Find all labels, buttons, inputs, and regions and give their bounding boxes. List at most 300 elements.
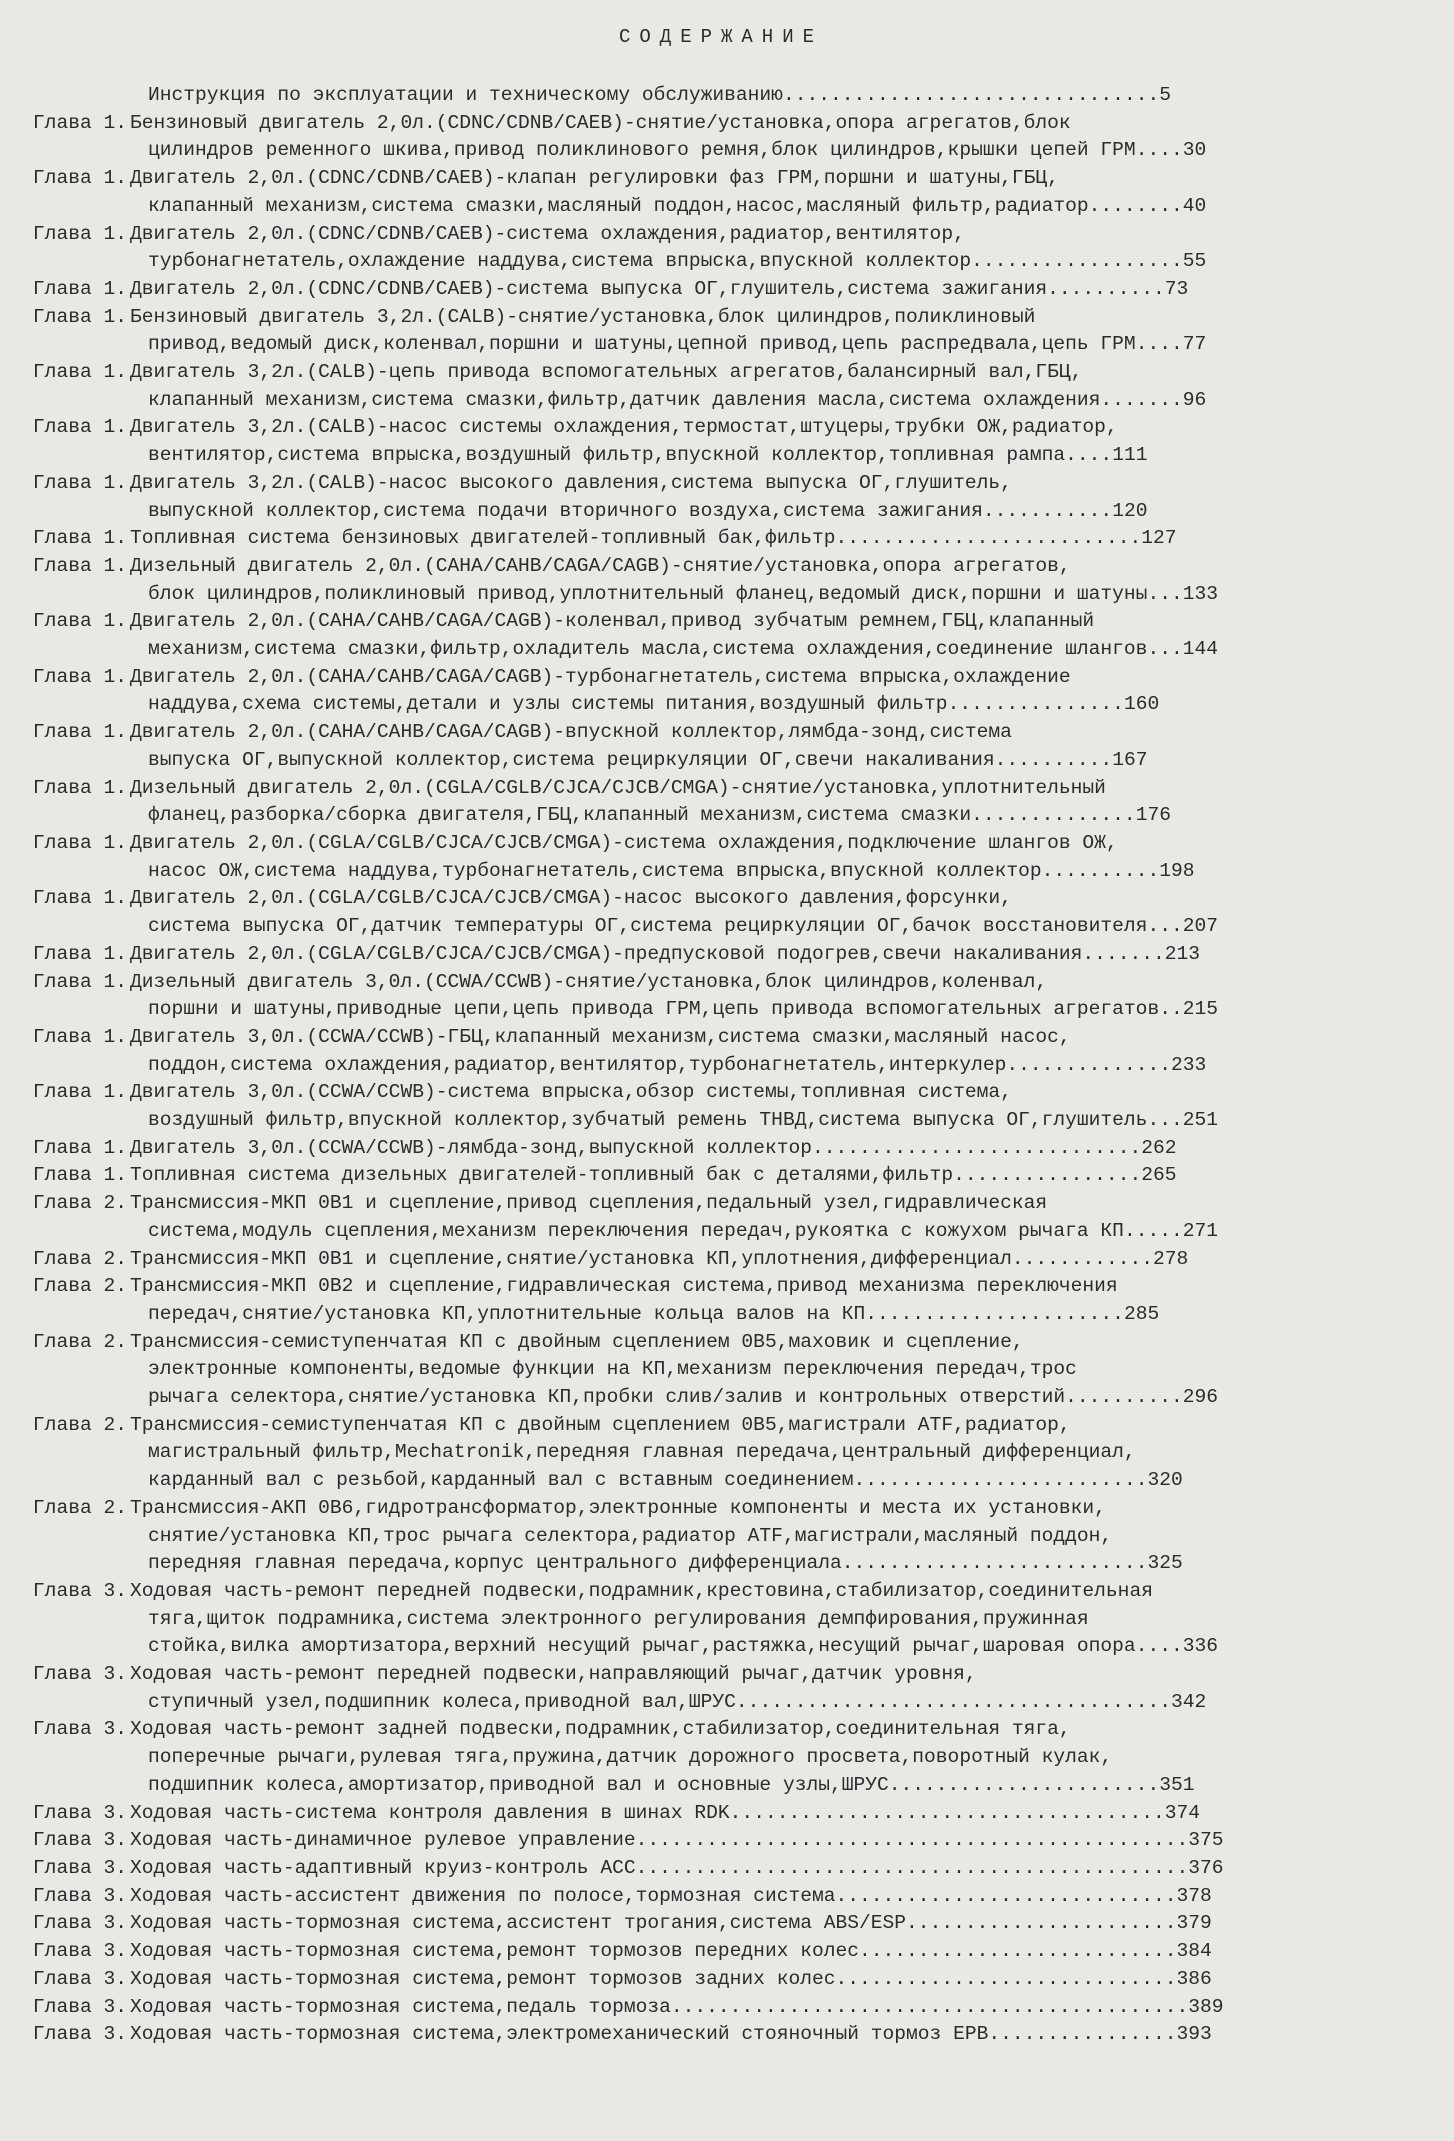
toc-dot-leader: ...................... (865, 1302, 1124, 1325)
toc-dot-leader: ......................... (853, 1469, 1148, 1492)
toc-entry (18, 1412, 1414, 1495)
toc-entry-line (130, 664, 1159, 692)
toc-entry (18, 1800, 1414, 1828)
toc-entry-text (130, 1827, 1224, 1855)
toc-entry-line (130, 110, 1206, 138)
toc-dot-leader: ..................................... (735, 1690, 1171, 1713)
toc-entry-line (130, 1550, 1183, 1578)
toc-entry-text (130, 525, 1177, 553)
toc-entry-line-text: Ходовая часть-тормозная система,ремонт тормозов передних колес (130, 1940, 860, 1963)
toc-page-number: 5 (1159, 84, 1171, 106)
toc-entry (18, 1162, 1414, 1190)
toc-entry-line (130, 1744, 1195, 1772)
toc-entry-text (130, 1716, 1195, 1799)
toc-page-number: 379 (1176, 1912, 1212, 1935)
toc-entry-text (130, 2021, 1212, 2049)
toc-dot-leader: .... (1065, 444, 1113, 467)
toc-entry-line-text: наддува,схема системы,детали и узлы системы питания,воздушный фильтр (148, 693, 948, 716)
toc-entry-line-text: ступичный узел,подшипник колеса,приводной вал,ШРУС (148, 1690, 736, 1713)
toc-entry (18, 221, 1414, 276)
toc-entry-line-text: передняя главная передача,корпус центрального дифференциала (148, 1552, 842, 1575)
toc-entry-line (130, 1301, 1159, 1329)
toc-entry (18, 470, 1414, 525)
toc-page-number: 144 (1182, 638, 1219, 661)
toc-entry-line-text: Трансмиссия-МКП 0B2 и сцепление,гидравлическая система,привод механизма переключения (130, 1275, 1118, 1298)
toc-dot-leader: .... (1135, 139, 1183, 162)
toc-entry-line-text: Двигатель 3,2л.(CALB)-насос высокого давления,система выпуска ОГ,глушитель, (130, 471, 1012, 494)
toc-dot-leader: .............. (1006, 1053, 1171, 1076)
toc-entry (18, 525, 1414, 553)
toc-entry-line (130, 1661, 1206, 1689)
toc-entry-line (130, 1800, 1200, 1828)
toc-dot-leader: ....... (1100, 388, 1183, 411)
toc-entry (18, 1273, 1414, 1328)
toc-dot-leader: .......... (1065, 1386, 1183, 1409)
toc-entry-text (130, 1800, 1200, 1828)
toc-dot-leader: ............... (947, 693, 1124, 716)
toc-page-number: 111 (1112, 444, 1148, 467)
toc-dot-leader: ................ (988, 2023, 1177, 2046)
toc-entry-line-text: электронные компоненты,ведомые функции на КП,механизм переключения передач,трос (148, 1358, 1077, 1381)
toc-entry-line (130, 414, 1147, 442)
toc-dot-leader: .......................... (835, 527, 1142, 550)
toc-entry-line-text: Двигатель 2,0л.(CAHA/CAHB/CAGA/CAGB)-коленвал,привод зубчатым ремнем,ГБЦ,клапанный (130, 610, 1095, 633)
toc-dot-leader: ............................................ (670, 1995, 1189, 2018)
toc-dot-leader: ........................... (859, 1940, 1177, 1963)
toc-dot-leader: .... (1135, 333, 1183, 356)
toc-entry-line-text: Дизельный двигатель 3,0л.(CCWA/CCWB)-снятие/установка,блок цилиндров,коленвал, (130, 970, 1048, 993)
toc-entry-line-text: стойка,вилка амортизатора,верхний несущий рычаг,растяжка,несущий рычаг,шаровая опора (148, 1635, 1136, 1658)
toc-entry-line (130, 442, 1147, 470)
toc-dot-leader: ....... (1082, 942, 1165, 965)
table-of-contents (18, 82, 1414, 2049)
toc-chapter-label: Глава 1. (32, 527, 127, 550)
toc-entry-line-text: Ходовая часть-ремонт передней подвески,направляющий рычаг,датчик уровня, (130, 1663, 977, 1686)
toc-page-number: 351 (1159, 1773, 1195, 1796)
toc-entry-line (130, 1329, 1218, 1357)
toc-entry (18, 885, 1414, 940)
toc-chapter-label: Глава 2. (32, 1247, 127, 1270)
toc-entry (18, 1716, 1414, 1799)
toc-entry (18, 1024, 1414, 1079)
toc-entry-text (130, 553, 1218, 608)
toc-entry-line-text: Топливная система бензиновых двигателей-топливный бак,фильтр (130, 527, 836, 550)
page-title: СОДЕРЖАНИЕ (618, 26, 824, 48)
toc-entry-line (130, 608, 1218, 636)
toc-dot-leader: ................................ (782, 84, 1160, 106)
toc-entry-line-text: Ходовая часть-тормозная система,ремонт тормозов задних колес (130, 1967, 836, 1990)
toc-chapter-label: Глава 3. (32, 2023, 127, 2046)
toc-entry-line (130, 1772, 1195, 1800)
toc-chapter-label: Глава 1. (32, 416, 127, 439)
toc-chapter-label: Глава 3. (32, 1912, 127, 1935)
toc-entry-line-text: Двигатель 3,0л.(CCWA/CCWB)-лямбда-зонд,выпускной коллектор (130, 1136, 812, 1159)
toc-entry-line-text: Двигатель 2,0л.(CDNC/CDNB/CAEB)-система выпуска ОГ,глушитель,система зажигания (130, 277, 1048, 300)
toc-entry-line-text: Трансмиссия-МКП 0B1 и сцепление,снятие/установка КП,уплотнения,дифференциал (130, 1247, 1012, 1270)
toc-entry-line-text: вентилятор,система впрыска,воздушный фильтр,впускной коллектор,топливная рампа (148, 444, 1066, 467)
toc-entry (18, 110, 1414, 165)
toc-entry-line-text: Трансмиссия-АКП 0B6,гидротрансформатор,электронные компоненты и места их установки, (130, 1496, 1106, 1519)
toc-entry-line (130, 830, 1195, 858)
toc-entry-text (130, 1938, 1212, 1966)
toc-entry-line-text: система выпуска ОГ,датчик температуры ОГ,система рециркуляции ОГ,бачок восстановителя (148, 915, 1148, 938)
toc-chapter-label: Глава 3. (32, 1718, 127, 1741)
toc-chapter-label: Глава 3. (32, 1579, 127, 1602)
toc-entry-text (130, 969, 1218, 1024)
toc-entry-line-text: Двигатель 3,0л.(CCWA/CCWB)-ГБЦ,клапанный механизм,система смазки,масляный насос, (130, 1025, 1071, 1048)
toc-entry-line-text: Топливная система дизельных двигателей-топливный бак с деталями,фильтр (130, 1164, 954, 1187)
toc-entry-line-text: поршни и шатуны,приводные цепи,цепь привода ГРМ,цепь привода вспомогательных агрегатов (148, 998, 1160, 1021)
toc-entry-text (130, 1855, 1224, 1883)
toc-page-number: 393 (1176, 2023, 1212, 2046)
toc-entry-line (130, 941, 1200, 969)
toc-entry-line (130, 1107, 1218, 1135)
toc-dot-leader: ............................. (835, 1967, 1177, 1990)
toc-chapter-label: Глава 3. (32, 1967, 127, 1990)
toc-page-number: 120 (1112, 499, 1148, 522)
toc-entry-line (130, 248, 1206, 276)
toc-chapter-label: Глава 2. (32, 1413, 127, 1436)
toc-page-number: 342 (1170, 1690, 1207, 1713)
toc-chapter-label: Глава 3. (32, 1884, 127, 1907)
toc-page-number: 167 (1112, 748, 1148, 771)
toc-entry-line (130, 1689, 1206, 1717)
toc-chapter-label: Глава 1. (32, 776, 127, 799)
toc-entry-line (130, 1910, 1212, 1938)
toc-entry-line (130, 636, 1218, 664)
toc-entry-text (130, 221, 1206, 276)
toc-entry-text (130, 608, 1218, 663)
toc-entry (18, 1135, 1414, 1163)
toc-dot-leader: ..... (1123, 1219, 1183, 1242)
toc-chapter-label: Глава 1. (32, 721, 127, 744)
toc-dot-leader: .............. (971, 804, 1136, 827)
toc-chapter-label: Глава 3. (32, 1829, 127, 1852)
toc-dot-leader: ... (1147, 638, 1183, 661)
toc-entry-text (130, 719, 1147, 774)
toc-entry (18, 1661, 1414, 1716)
toc-entry-line (130, 470, 1147, 498)
toc-dot-leader: ............................................... (635, 1829, 1189, 1852)
toc-entry-text (130, 1079, 1218, 1134)
toc-entry (18, 664, 1414, 719)
toc-dot-leader: ... (1147, 582, 1183, 605)
toc-entry-line (130, 1135, 1177, 1163)
toc-entry-text (130, 304, 1206, 359)
toc-entry-line-text: Двигатель 2,0л.(CGLA/CGLB/CJCA/CJCB/CMGA)-система охлаждения,подключение шлангов ОЖ, (130, 831, 1118, 854)
toc-entry-line (130, 1606, 1218, 1634)
toc-page-number: 77 (1182, 333, 1207, 356)
toc-chapter-label: Глава 1. (32, 1164, 127, 1187)
toc-entry-text (130, 775, 1171, 830)
toc-entry-line-text: Ходовая часть-система контроля давления в шинах RDK (130, 1801, 730, 1824)
toc-entry-line-text: цилиндров ременного шкива,привод поликлинового ремня,блок цилиндров,крышки цепей ГРМ (148, 139, 1136, 162)
toc-entry (18, 1827, 1414, 1855)
toc-chapter-label: Глава 2. (32, 1330, 127, 1353)
toc-entry-text (130, 1162, 1177, 1190)
toc-entry-line (130, 1079, 1218, 1107)
toc-entry-line-text: Двигатель 2,0л.(CGLA/CGLB/CJCA/CJCB/CMGA)-насос высокого давления,форсунки, (130, 887, 1012, 910)
toc-entry (18, 414, 1414, 469)
toc-entry-text (130, 359, 1206, 414)
toc-entry-text (130, 1135, 1177, 1163)
toc-entry-text (130, 941, 1200, 969)
toc-entry-line (130, 1052, 1206, 1080)
toc-entry-text (130, 1190, 1218, 1245)
toc-entry-line-text: подшипник колеса,амортизатор,приводной вал и основные узлы,ШРУС (148, 1773, 889, 1796)
toc-dot-leader: ............................. (835, 1884, 1177, 1907)
toc-entry (18, 830, 1414, 885)
toc-entry-line-text: Двигатель 2,0л.(CAHA/CAHB/CAGA/CAGB)-турбонагнетатель,система впрыска,охлаждение (130, 665, 1071, 688)
toc-entry-line-text: выпускной коллектор,система подачи вторичного воздуха,система зажигания (148, 499, 983, 522)
toc-chapter-label: Глава 2. (32, 1192, 127, 1215)
toc-entry (18, 1883, 1414, 1911)
toc-entry-text (130, 1994, 1224, 2022)
toc-entry-text (130, 276, 1188, 304)
toc-page-number: 384 (1176, 1940, 1212, 1963)
toc-entry-text (130, 1246, 1188, 1274)
toc-chapter-label: Глава 2. (32, 1275, 127, 1298)
toc-entry (18, 553, 1414, 608)
toc-page-number: 376 (1188, 1857, 1224, 1879)
toc-entry-line (130, 1024, 1206, 1052)
toc-entry-line-text: выпуска ОГ,выпускной коллектор,система рециркуляции ОГ,свечи накаливания (148, 748, 995, 771)
toc-entry-line (130, 1273, 1159, 1301)
toc-entry-line (130, 387, 1206, 415)
toc-entry-line (130, 165, 1206, 193)
toc-page-number: 160 (1123, 693, 1160, 716)
toc-dot-leader: ........ (1088, 194, 1183, 217)
toc-dot-leader: ........... (982, 499, 1113, 522)
toc-entry-line-text: воздушный фильтр,впускной коллектор,зубчатый ремень ТНВД,система выпуска ОГ,глушитель (148, 1109, 1148, 1132)
toc-page-number: 265 (1141, 1164, 1177, 1187)
toc-entry-text (130, 470, 1147, 525)
toc-entry-line-text: Бензиновый двигатель 3,2л.(CALB)-снятие/установка,блок цилиндров,поликлиновый (130, 305, 1036, 328)
toc-chapter-label: Глава 3. (32, 1857, 127, 1879)
toc-dot-leader: ... (1147, 915, 1183, 938)
toc-entry-line-text: Двигатель 2,0л.(CDNC/CDNB/CAEB)-клапан регулировки фаз ГРМ,поршни и шатуны,ГБЦ, (130, 167, 1059, 190)
toc-chapter-label: Глава 1. (32, 222, 127, 245)
toc-entry-line-text: Двигатель 3,0л.(CCWA/CCWB)-система впрыска,обзор системы,топливная система, (130, 1081, 1012, 1104)
toc-entry-line-text: снятие/установка КП,трос рычага селектора,радиатор ATF,магистрали,масляный поддон, (148, 1524, 1113, 1547)
toc-entry-text (130, 110, 1206, 165)
toc-page-number: 40 (1182, 194, 1207, 217)
toc-chapter-label: Глава 3. (32, 1801, 127, 1824)
toc-entry-text (130, 1661, 1206, 1716)
toc-entry (18, 1994, 1414, 2022)
toc-entry-text (130, 82, 1171, 110)
toc-page-number: 386 (1176, 1967, 1212, 1990)
toc-dot-leader: ............ (1011, 1247, 1153, 1270)
toc-page-number: 271 (1182, 1219, 1219, 1242)
toc-chapter-label: Глава 1. (32, 361, 127, 384)
toc-entry-line (130, 193, 1206, 221)
toc-entry-line (130, 553, 1218, 581)
toc-entry-line-text: передач,снятие/установка КП,уплотнительные кольца валов на КП (148, 1302, 866, 1325)
toc-entry (18, 359, 1414, 414)
toc-page-number: 215 (1182, 998, 1219, 1021)
toc-entry-line-text: карданный вал с резьбой,карданный вал с вставным соединением (148, 1469, 854, 1492)
toc-page-number: 389 (1188, 1995, 1224, 2018)
toc-entry-line (130, 1966, 1212, 1994)
toc-dot-leader: ....................... (906, 1912, 1177, 1935)
toc-entry-line-text: Двигатель 2,0л.(CDNC/CDNB/CAEB)-система охлаждения,радиатор,вентилятор, (130, 222, 965, 245)
toc-entry-line (130, 719, 1147, 747)
toc-entry-line-text: Инструкция по эксплуатации и техническому обслуживанию (148, 84, 783, 106)
toc-dot-leader: ................ (953, 1164, 1142, 1187)
toc-entry-line-text: клапанный механизм,система смазки,фильтр,датчик давления масла,система охлаждения (148, 388, 1101, 411)
toc-entry-line-text: Ходовая часть-тормозная система,электромеханический стояночный тормоз EPB (130, 2023, 989, 2046)
toc-entry-line-text: Двигатель 3,2л.(CALB)-насос системы охлаждения,термостат,штуцеры,трубки ОЖ,радиатор, (130, 416, 1118, 439)
toc-entry-line-text: магистральный фильтр,Mechatronik,передняя главная передача,центральный дифференциал, (148, 1441, 1136, 1464)
toc-chapter-label: Глава 1. (32, 1136, 127, 1159)
toc-entry-line-text: клапанный механизм,система смазки,масляный поддон,насос,масляный фильтр,радиатор (148, 194, 1089, 217)
toc-entry-line-text: привод,ведомый диск,коленвал,поршни и шатуны,цепной привод,цепь распредвала,цепь ГРМ (148, 333, 1136, 356)
toc-entry-line (130, 1578, 1218, 1606)
toc-page-number: 336 (1182, 1635, 1219, 1658)
toc-entry (18, 775, 1414, 830)
toc-entry (18, 1938, 1414, 1966)
toc-page-number: 325 (1147, 1552, 1183, 1575)
toc-dot-leader: .......................... (841, 1552, 1148, 1575)
toc-entry-line-text: Двигатель 2,0л.(CAHA/CAHB/CAGA/CAGB)-впускной коллектор,лямбда-зонд,система (130, 721, 1012, 744)
toc-chapter-label: Глава 1. (32, 305, 127, 328)
toc-chapter-label: Глава 1. (32, 111, 127, 134)
toc-entry-line (130, 913, 1218, 941)
toc-entry-line-text: Ходовая часть-тормозная система,ассистент трогания,система ABS/ESP (130, 1912, 907, 1935)
toc-chapter-label: Глава 2. (32, 1496, 127, 1519)
toc-entry-line (130, 1495, 1183, 1523)
toc-page-number: 374 (1164, 1801, 1201, 1824)
toc-entry-line (130, 581, 1218, 609)
toc-entry-line (130, 858, 1195, 886)
toc-page-number: 73 (1164, 277, 1189, 300)
toc-page-number: 251 (1182, 1109, 1219, 1132)
toc-entry-line (130, 1633, 1218, 1661)
toc-entry-line (130, 885, 1218, 913)
toc-entry-line (130, 304, 1206, 332)
toc-page-number: 285 (1123, 1302, 1160, 1325)
toc-entry (18, 941, 1414, 969)
toc-entry (18, 2021, 1414, 2049)
toc-entry-line-text: турбонагнетатель,охлаждение наддува,система впрыска,впускной коллектор (148, 250, 972, 273)
toc-entry-line (130, 1827, 1224, 1855)
toc-entry-text (130, 1966, 1212, 1994)
toc-dot-leader: ............................................... (635, 1857, 1189, 1879)
toc-entry-line-text: поддон,система охлаждения,радиатор,вентилятор,турбонагнетатель,интеркулер (148, 1053, 1007, 1076)
toc-entry-line-text: рычага селектора,снятие/установка КП,пробки слив/залив и контрольных отверстий (148, 1386, 1066, 1409)
toc-entry-line (130, 525, 1177, 553)
toc-entry (18, 1855, 1414, 1883)
toc-dot-leader: ....................... (888, 1773, 1160, 1796)
toc-dot-leader: .......... (1047, 277, 1165, 300)
toc-entry-line (130, 691, 1159, 719)
toc-entry (18, 1079, 1414, 1134)
toc-page-number: 262 (1141, 1136, 1177, 1159)
toc-entry-text (130, 1024, 1206, 1079)
toc-entry-line (130, 1994, 1224, 2022)
toc-entry-line-text: Дизельный двигатель 2,0л.(CAHA/CAHB/CAGA/CAGB)-снятие/установка,опора агрегатов, (130, 554, 1071, 577)
toc-dot-leader: ............................ (811, 1136, 1142, 1159)
toc-dot-leader: ... (1147, 1109, 1183, 1132)
toc-page-number: 296 (1182, 1386, 1219, 1409)
toc-entry (18, 1495, 1414, 1578)
toc-entry-line-text: механизм,система смазки,фильтр,охладитель масла,система охлаждения,соединение шлангов (148, 638, 1148, 661)
toc-chapter-label: Глава 1. (32, 942, 127, 965)
toc-entry-text (130, 830, 1195, 885)
toc-entry-text (130, 885, 1218, 940)
toc-page-number: 375 (1188, 1829, 1224, 1852)
toc-entry-line-text: Двигатель 3,2л.(CALB)-цепь привода вспомогательных агрегатов,балансирный вал,ГБЦ, (130, 361, 1083, 384)
toc-chapter-label: Глава 3. (32, 1995, 127, 2018)
toc-entry-line (130, 747, 1147, 775)
toc-entry-line-text: поперечные рычаги,рулевая тяга,пружина,датчик дорожного просвета,поворотный кулак, (148, 1746, 1113, 1769)
toc-dot-leader: .... (1135, 1635, 1183, 1658)
toc-entry-line (130, 1356, 1218, 1384)
toc-entry-line (130, 1467, 1183, 1495)
toc-entry-line (130, 1412, 1183, 1440)
toc-entry-line-text: Ходовая часть-ассистент движения по полосе,тормозная система (130, 1884, 836, 1907)
toc-dot-leader: .................. (971, 250, 1183, 273)
toc-entry-line (130, 2021, 1212, 2049)
toc-entry-text (130, 1273, 1159, 1328)
toc-chapter-label: Глава 1. (32, 610, 127, 633)
toc-dot-leader: .......... (994, 748, 1113, 771)
toc-entry-line (130, 1246, 1188, 1274)
toc-entry-line-text: Ходовая часть-ремонт задней подвески,подрамник,стабилизатор,соединительная тяга, (130, 1718, 1071, 1741)
toc-entry-line (130, 996, 1218, 1024)
toc-page-number: 176 (1135, 804, 1171, 827)
toc-entry-text (130, 1883, 1212, 1911)
toc-dot-leader: ..................................... (729, 1801, 1165, 1824)
toc-entry-line (130, 221, 1206, 249)
toc-page-number: 233 (1170, 1053, 1207, 1076)
toc-entry (18, 1329, 1414, 1412)
toc-entry-line (130, 969, 1218, 997)
toc-entry-line-text: фланец,разборка/сборка двигателя,ГБЦ,клапанный механизм,система смазки (148, 804, 972, 827)
toc-entry (18, 304, 1414, 359)
toc-entry-line (130, 1523, 1183, 1551)
toc-chapter-label: Глава 3. (32, 1940, 127, 1963)
toc-dot-leader: .. (1159, 998, 1183, 1021)
toc-entry (18, 82, 1414, 110)
toc-page-number: 278 (1152, 1247, 1189, 1270)
toc-entry (18, 608, 1414, 663)
toc-entry-line (130, 1384, 1218, 1412)
toc-entry-text (130, 1495, 1183, 1578)
toc-entry (18, 1190, 1414, 1245)
toc-page-number: 30 (1182, 139, 1207, 162)
toc-page-number: 378 (1176, 1884, 1212, 1907)
toc-entry (18, 1578, 1414, 1661)
toc-entry-line-text: насос ОЖ,система наддува,турбонагнетатель,система впрыска,впускной коллектор (148, 859, 1042, 882)
toc-dot-leader: .......... (1041, 859, 1160, 882)
toc-entry-text (130, 664, 1159, 719)
toc-entry-text (130, 414, 1147, 469)
toc-entry-line-text: Трансмиссия-МКП 0B1 и сцепление,привод сцепления,педальный узел,гидравлическая (130, 1192, 1048, 1215)
toc-entry (18, 719, 1414, 774)
toc-page-number: 96 (1182, 388, 1207, 411)
toc-entry-text (130, 165, 1206, 220)
toc-entry-line-text: Трансмиссия-семиступенчатая КП с двойным сцеплением 0B5,магистрали ATF,радиатор, (130, 1413, 1071, 1436)
toc-entry-line-text: Ходовая часть-адаптивный круиз-контроль АСС (130, 1857, 636, 1879)
toc-chapter-label: Глава 1. (32, 167, 127, 190)
toc-entry-line (130, 359, 1206, 387)
toc-chapter-label: Глава 1. (32, 970, 127, 993)
toc-chapter-label: Глава 1. (32, 665, 127, 688)
toc-chapter-label: Глава 3. (32, 1663, 127, 1686)
toc-entry-line (130, 137, 1206, 165)
